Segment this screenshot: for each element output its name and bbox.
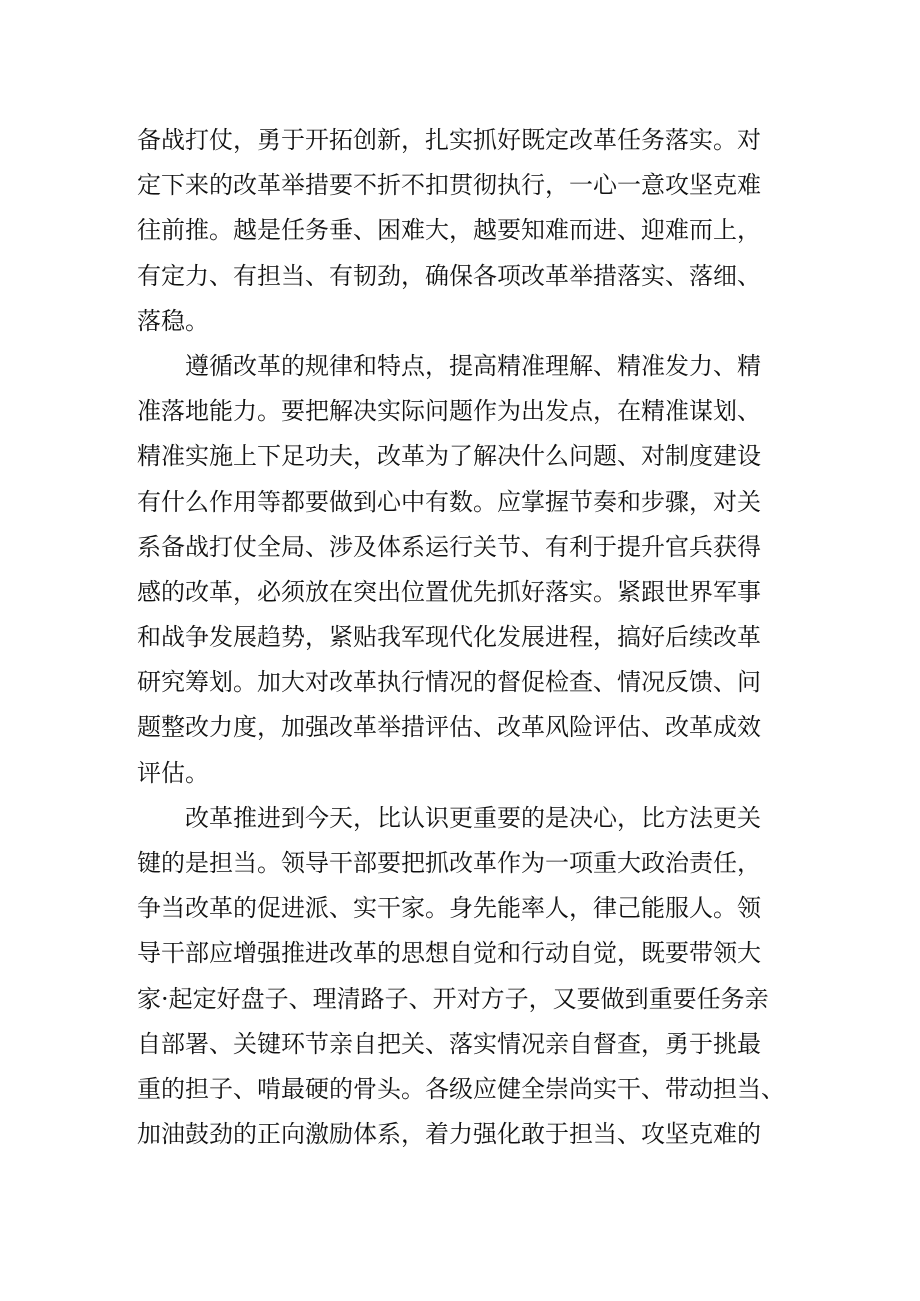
text-line: 键的是担当。领导干部要把抓改革作为一项重大政治责任， [137, 849, 761, 877]
text-line: 争当改革的促进派、实干家。身先能率人，律己能服人。领 [137, 894, 761, 923]
text-line: 重的担子、啃最硬的骨头。各级应健全崇尚实干、带动担当、 [137, 1074, 785, 1103]
text-line: 准落地能力。要把解决实际问题作为出发点，在精准谋划、 [137, 397, 761, 426]
text-line: 研究筹划。加大对改革执行情况的督促检查、情况反馈、问 [137, 668, 761, 697]
text-line: 精准实施上下足功夫，改革为了解决什么问题、对制度建设 [137, 442, 761, 471]
text-line: 系备战打仗全局、涉及体系运行关节、有利于提升官兵获得 [137, 532, 761, 561]
text-line: 有定力、有担当、有韧劲，确保各项改革举措落实、落细、 [137, 261, 761, 290]
text-line: 导干部应增强推进改革的思想自觉和行动自觉，既要带领大 [137, 939, 761, 968]
text-line: 家·起定好盘子、理清路子、开对方子，又要做到重要任务亲 [137, 984, 769, 1013]
text-line: 题整改力度，加强改革举措评估、改革风险评估、改革成效 [137, 713, 761, 742]
text-line: 感的改革，必须放在突出位置优先抓好落实。紧跟世界军事 [137, 577, 761, 606]
paragraph-2 [137, 344, 797, 796]
text-line: 遵循改革的规律和特点，提高精准理解、精准发力、精 [185, 351, 761, 380]
text-line: 改革推进到今天，比认识更重要的是决心，比方法更关 [185, 803, 761, 832]
text-line: 定下来的改革举措要不折不扣贯彻执行，一心一意攻坚克难 [137, 171, 761, 200]
text-line: 往前推。越是任务垂、困难大，越要知难而进、迎难而上， [137, 216, 761, 245]
text-line: 有什么作用等都要做到心中有数。应掌握节奏和步骤，对关 [137, 487, 761, 516]
text-line: 加油鼓劲的正向激励体系，着力强化敢于担当、攻坚克难的 [137, 1120, 761, 1149]
paragraph-1 [137, 118, 797, 344]
text-line: 评估。 [137, 758, 209, 787]
document-body [137, 118, 797, 1157]
paragraph-3 [137, 796, 797, 1158]
text-line: 落稳。 [137, 306, 209, 335]
text-line: 自部署、关键环节亲自把关、落实情况亲自督查，勇于挑最 [137, 1029, 761, 1058]
text-line: 备战打仗，勇于开拓创新，扎实抓好既定改革任务落实。对 [137, 126, 761, 154]
text-line: 和战争发展趋势，紧贴我军现代化发展进程，搞好后续改革 [137, 623, 761, 652]
